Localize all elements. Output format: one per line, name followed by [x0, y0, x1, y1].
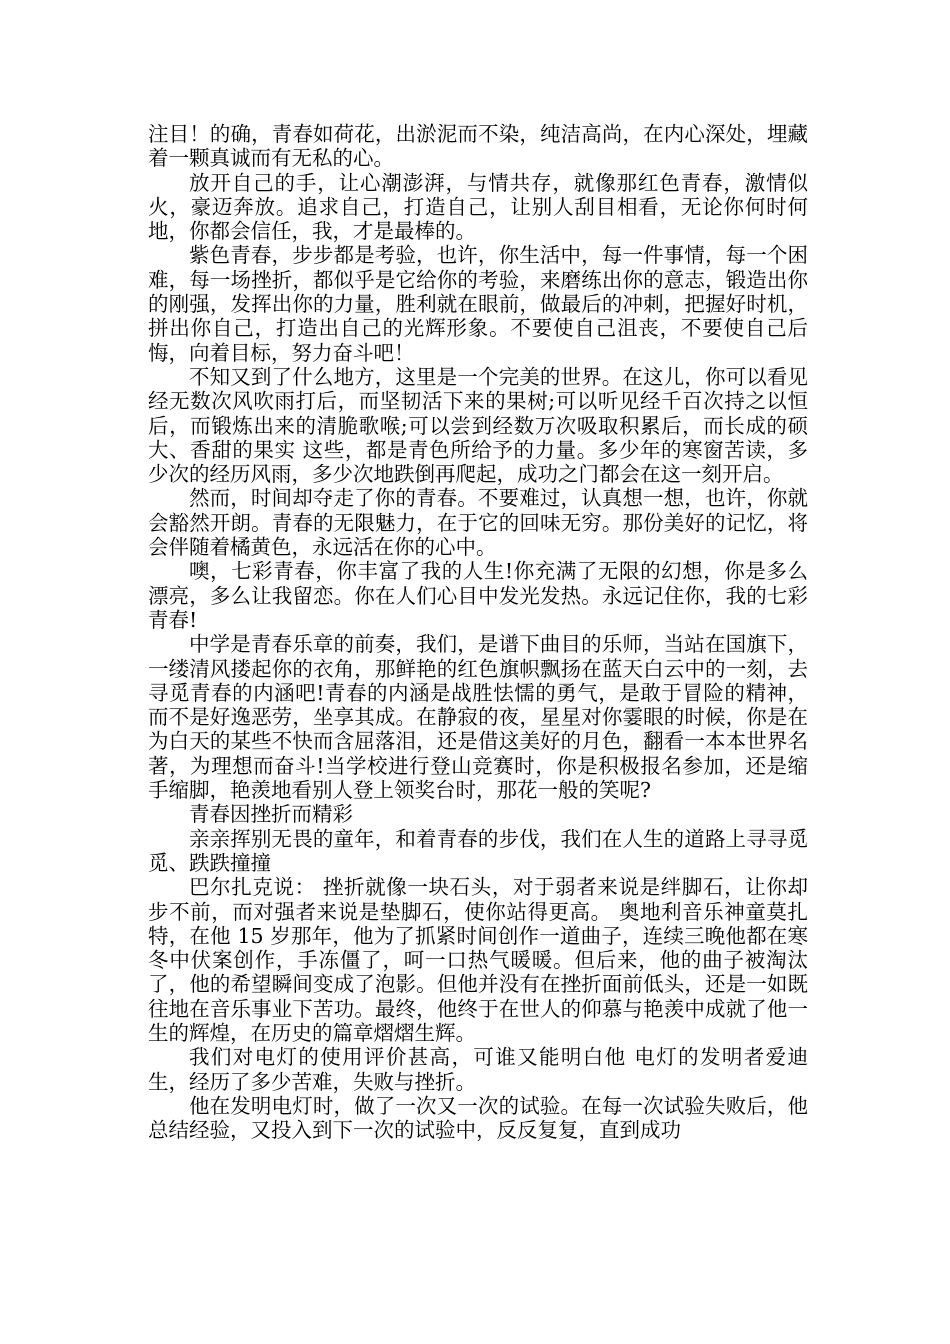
paragraph: 亲亲挥别无畏的童年，和着青春的步伐，我们在人生的道路上寻寻觅觅、跌跌撞撞 [148, 826, 808, 875]
paragraph: 噢，七彩青春，你丰富了我的人生!你充满了无限的幻想，你是多么漂亮，多么让我留恋。你在人们心目中发光发热。永远记住你，我的七彩青春! [148, 559, 808, 632]
document-page [148, 122, 808, 1142]
paragraph: 中学是青春乐章的前奏，我们，是谱下曲目的乐师，当站在国旗下，一缕清风搂起你的衣角，那鲜艳的红色旗帜飘扬在蓝天白云中的一刻，去寻觅青春的内涵吧!青春的内涵是战胜怯懦的勇气，是敢于冒险的精神，而不是好逸恶劳，坐享其成。在静寂的夜，星星对你霎眼的时候，你是在为白天的某些不快而含屈落泪，还是借这美好的月色，翻看一本本世界名著，为理想而奋斗!当学校进行登山竞赛时，你是积极报名参加，还是缩手缩脚，艳羡地看别人登上领奖台时，那花一般的笑呢? [148, 632, 808, 803]
paragraph: 紫色青春，步步都是考验，也许，你生活中，每一件事情，每一个困难，每一场挫折，都似乎是它给你的考验，来磨练出你的意志，锻造出你的刚强，发挥出你的力量，胜利就在眼前，做最后的冲刺，把握好时机，拼出你自己，打造出自己的光辉形象。不要使自己沮丧，不要使自己后悔，向着目标，努力奋斗吧！ [148, 243, 808, 365]
paragraph: 我们对电灯的使用评价甚高，可谁又能明白他 电灯的发明者爱迪生，经历了多少苦难，失败与挫折。 [148, 1045, 808, 1094]
section-heading: 青春因挫折而精彩 [189, 802, 353, 827]
paragraph: 巴尔扎克说： 挫折就像一块石头，对于弱者来说是绊脚石，让你却步不前，而对强者来说是垫脚石，使你站得更高。 奥地利音乐神童莫扎特，在他 15 岁那年，他为了抓紧时间创作一道曲子，连续三晚他都在寒冬中伏案创作，手冻僵了，呵一口热气暖暖。但后来，他的曲子被淘汰了，他的希望瞬间变成了泡影。但他并没有在挫折面前低头，还是一如既往地在音乐事业下苦功。最终，他终于在世人的仰慕与艳羡中成就了他一生的辉煌，在历史的篇章熠熠生辉。 [148, 875, 808, 1045]
paragraph: 放开自己的手，让心潮澎湃，与情共存，就像那红色青春，激情似火，豪迈奔放。追求自己，打造自己，让别人刮目相看，无论你何时何地，你都会信任，我，才是最棒的。 [148, 170, 808, 244]
paragraph: 他在发明电灯时，做了一次又一次的试验。在每一次试验失败后，他总结经验，又投入到下一次的试验中，反反复复，直到成功 [148, 1093, 808, 1143]
paragraph: 不知又到了什么地方，这里是一个完美的世界。在这儿，你可以看见经无数次风吹雨打后，而坚韧活下来的果树;可以听见经千百次持之以恒后，而锻炼出来的清脆歌喉;可以尝到经数万次吸取积累后，而长成的硕大、香甜的果实 这些，都是青色所给予的力量。多少年的寒窗苦读，多少次的经历风雨，多少次地跌倒再爬起，成功之门都会在这一刻开启。 [148, 364, 808, 487]
paragraph: 注目！的确，青春如荷花，出淤泥而不染，纯洁高尚，在内心深处，埋藏着一颗真诚而有无私的心。 [148, 122, 808, 171]
paragraph: 然而，时间却夺走了你的青春。不要难过，认真想一想，也许，你就会豁然开朗。青春的无限魅力，在于它的回味无穷。那份美好的记忆，将会伴随着橘黄色，永远活在你的心中。 [148, 486, 808, 560]
